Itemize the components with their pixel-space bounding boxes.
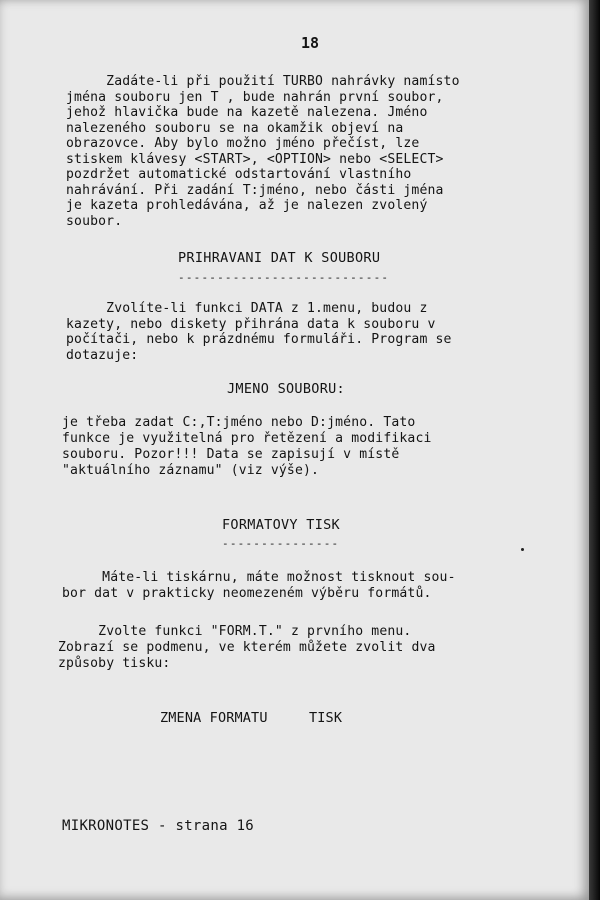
page-footer: MIKRONOTES - strana 16 [62,818,255,834]
prompt-file-name: JMENO SOUBORU: [227,381,345,397]
speck-mark [521,548,524,551]
paragraph-form-menu: Zvolte funkci "FORM.T." z prvního menu. Zobrazí se podmenu, ve kterém můžete zvolit dva způsoby tisku: [58,624,436,671]
paragraph-file-name-usage: je třeba zadat C:,T:jméno nebo D:jméno. Tato funkce je využitelná pro řetězení a modifikaci souboru. Pozor!!! Data se zapisují v místě "aktuálního záznamu" (viz výše). [62,415,432,478]
heading-underline: --------------- [222,537,340,550]
background-edge [589,0,600,900]
heading-underline: --------------------------- [178,271,390,284]
paragraph-printer: Máte-li tiskárnu, máte možnost tisknout sou- bor dat v prakticky neomezeném výběru formátů. [62,570,456,601]
paragraph-turbo-loading: Zadáte-li při použití TURBO nahrávky namísto jména souboru jen T , bude nahrán první soubor, jehož hlavička bude na kazetě nalezena. Jméno nalezeného souboru se na okamžik objeví na obrazovce. Aby bylo možno jméno přečíst, lze stiskem klávesy <START>, <OPTION> nebo <SELECT> pozdržet automatické odstartování vlastního nahrávání. Při zadání T:jméno, nebo části jména je kazeta prohledávána, až je nalezen zvolený soubor. [66,74,460,229]
paragraph-data-function: Zvolíte-li funkci DATA z 1.menu, budou z kazety, nebo diskety přihrána data k souboru v počítači, nebo k prázdnému formuláři. Program se dotazuje: [66,301,452,363]
section-heading-format-print: FORMATOVY TISK [222,517,340,533]
page-number: 18 [300,34,320,52]
submenu-options: ZMENA FORMATU TISK [160,710,343,726]
section-heading-data-loading: PRIHRAVANI DAT K SOUBORU [178,250,381,266]
